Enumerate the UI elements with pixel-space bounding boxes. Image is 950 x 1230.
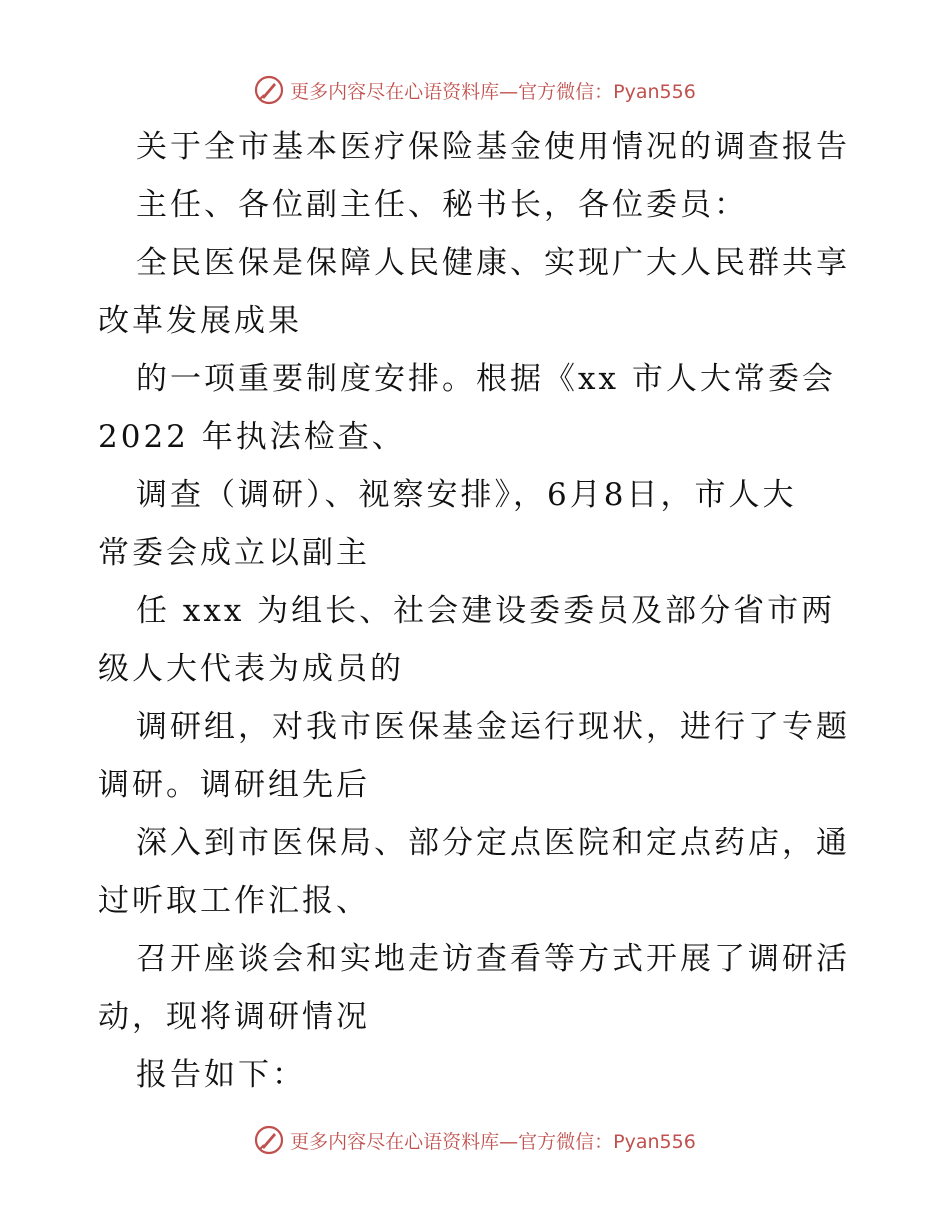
document-body [98,118,858,1104]
paragraph-line: 调查（调研）、视察安排》，6月8日，市人大 [136,477,797,513]
paragraph-line: 调研组，对我市医保基金运行现状，进行了专题 [136,709,850,745]
paragraph-line: 全民医保是保障人民健康、实现广大人民群共享 [136,245,850,281]
footer-banner [0,1120,950,1160]
paragraph-line: 2022 年执法检查、 [98,419,406,455]
paragraph-line: 召开座谈会和实地走访查看等方式开展了调研活 [136,941,850,977]
paragraph-line: 调研。调研组先后 [98,767,370,803]
paragraph-line: 的一项重要制度安排。根据《xx 市人大常委会 [136,361,836,397]
paragraph-line: 深入到市医保局、部分定点医院和定点药店，通 [136,825,850,861]
header-banner-text: 更多内容尽在心语资料库—官方微信：Pyan556 [290,80,696,103]
header-banner [0,70,950,110]
paragraph-line: 主任、各位副主任、秘书长，各位委员： [136,187,748,223]
paragraph-line: 关于全市基本医疗保险基金使用情况的调查报告 [136,129,850,165]
feather-pen-logo-icon [254,75,284,105]
paragraph-line: 动，现将调研情况 [98,999,370,1035]
footer-banner-text: 更多内容尽在心语资料库—官方微信：Pyan556 [290,1130,696,1153]
paragraph-line: 常委会成立以副主 [98,535,370,571]
paragraph-line: 级人大代表为成员的 [98,651,404,687]
paragraph-line: 报告如下： [136,1057,306,1093]
feather-pen-logo-icon [254,1125,284,1155]
paragraph-line: 过听取工作汇报、 [98,883,370,919]
paragraph-line: 任 xxx 为组长、社会建设委委员及部分省市两 [136,593,836,629]
paragraph-line: 改革发展成果 [98,303,302,339]
